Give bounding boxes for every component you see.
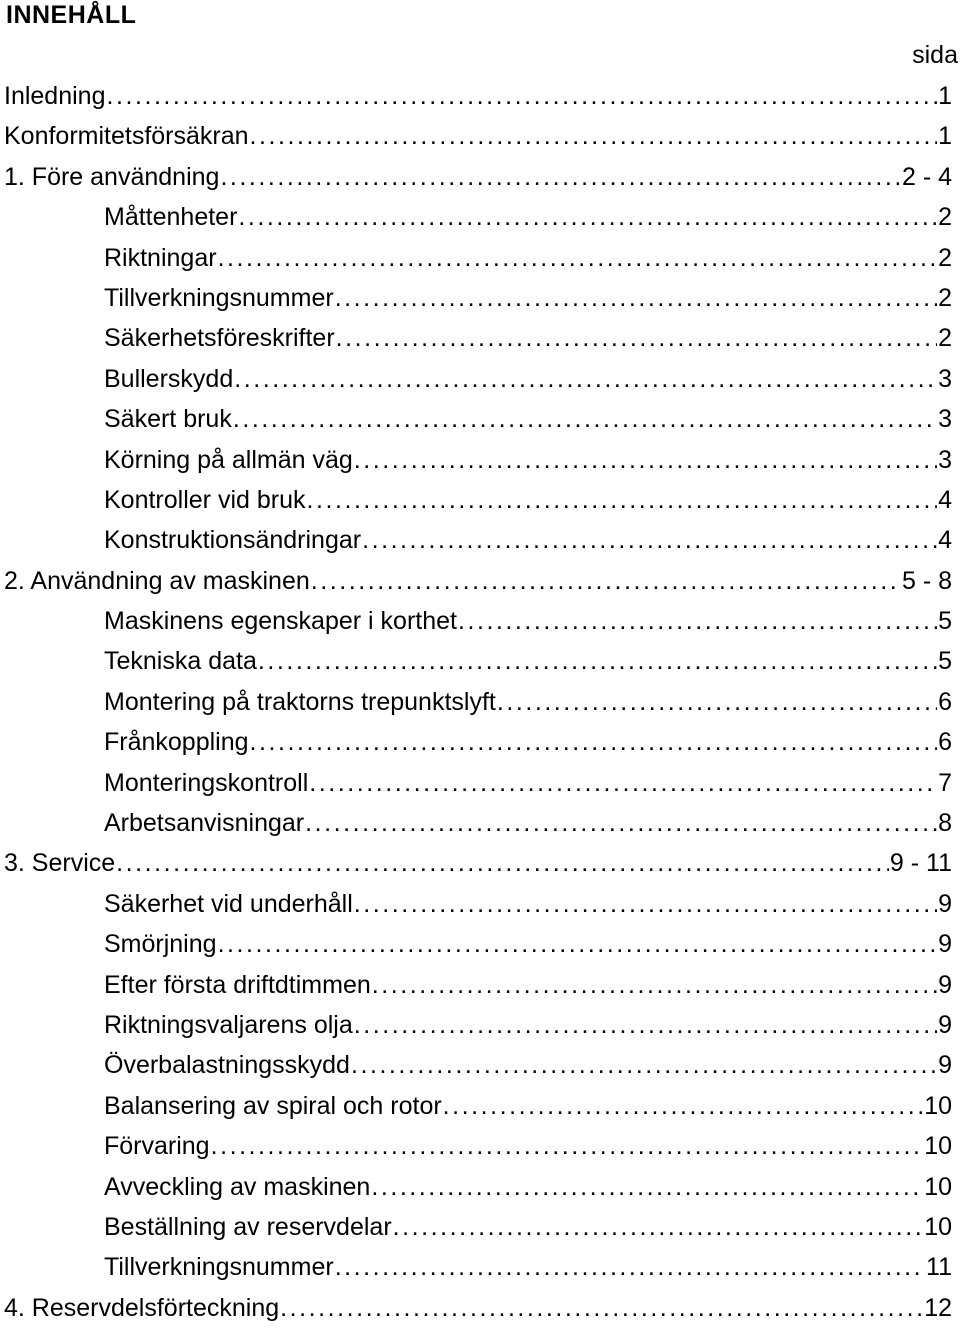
toc-entry-label: Tillverkningsnummer: [104, 1253, 334, 1282]
toc-entry-label: Balansering av spiral och rotor: [104, 1091, 442, 1120]
toc-entry-page: 9: [938, 1010, 952, 1039]
toc-entry-label: Säkert bruk: [104, 405, 232, 434]
toc-entry[interactable]: [0, 724, 960, 764]
toc-entry[interactable]: [0, 118, 960, 158]
dot-leader: [351, 1047, 937, 1083]
toc-entry-page: 11: [926, 1253, 952, 1282]
toc-entry-page: 4: [938, 526, 952, 555]
toc-entry-label: Konformitetsförsäkran: [4, 122, 249, 151]
toc-entry-label: Måttenheter: [104, 203, 238, 232]
dot-leader: [362, 522, 937, 558]
toc-entry-label: Kontroller vid bruk: [104, 485, 306, 514]
dot-leader: [305, 805, 937, 841]
toc-entry[interactable]: [0, 1249, 960, 1289]
dot-leader: [218, 240, 938, 276]
dot-leader: [458, 603, 937, 639]
toc-entry-label: Arbetsanvisningar: [104, 809, 305, 838]
dot-leader: [309, 765, 937, 801]
dot-leader: [234, 361, 937, 397]
dot-leader: [371, 1169, 923, 1205]
toc-entry[interactable]: [0, 442, 960, 482]
toc-entry[interactable]: [0, 78, 960, 118]
dot-leader: [250, 118, 938, 154]
toc-entry-page: 6: [938, 687, 952, 716]
toc-entry-label: Smörjning: [104, 930, 217, 959]
toc-entry-page: 9 - 11: [889, 849, 952, 878]
toc-entry[interactable]: [0, 1007, 960, 1047]
toc-entry[interactable]: [0, 1169, 960, 1209]
toc-entry-label: Säkerhet vid underhåll: [104, 889, 353, 918]
toc-entry-page: 2: [938, 203, 952, 232]
toc-entry-page: 9: [938, 1051, 952, 1080]
toc-entry-page: 2: [938, 243, 952, 272]
toc-entry[interactable]: [0, 1290, 960, 1330]
dot-leader: [443, 1088, 924, 1124]
toc-entry-label: Maskinens egenskaper i korthet: [104, 607, 457, 636]
page-column-label: sida: [912, 41, 958, 69]
toc-entry[interactable]: [0, 401, 960, 441]
toc-entry-page: 3: [938, 364, 952, 393]
dot-leader: [250, 724, 938, 760]
toc-entry-label: Frånkoppling: [104, 728, 249, 757]
dot-leader: [393, 1209, 924, 1245]
toc-entry-label: Riktningsvaljarens olja: [104, 1010, 353, 1039]
toc-entry-label: Inledning: [4, 82, 106, 110]
toc-entry[interactable]: [0, 1047, 960, 1087]
dot-leader: [311, 563, 901, 599]
toc-entry-label: Säkerhetsföreskrifter: [104, 324, 335, 353]
toc-entry[interactable]: [0, 320, 960, 360]
dot-leader: [233, 401, 937, 437]
toc-entry-page: 10: [924, 1172, 952, 1201]
toc-entry[interactable]: [0, 280, 960, 320]
toc-entry-label: 3. Service: [4, 849, 116, 878]
dot-leader: [116, 845, 889, 881]
toc-entry[interactable]: [0, 1209, 960, 1249]
page-title: INNEHÅLL: [6, 1, 137, 29]
toc-entry-page: 3: [938, 445, 952, 474]
toc-entry-page: 10: [924, 1091, 952, 1120]
dot-leader: [336, 320, 937, 356]
toc-entry-label: Beställning av reservdelar: [104, 1212, 392, 1241]
toc-entry-label: Tillverkningsnummer: [104, 283, 334, 312]
toc-entry-page: 4: [938, 485, 952, 514]
toc-entry[interactable]: [0, 765, 960, 805]
toc-entry-page: 9: [938, 889, 952, 918]
toc-entry-label: 4. Reservdelsförteckning: [4, 1293, 280, 1322]
toc-entry-page: 5: [938, 607, 952, 636]
toc-entry[interactable]: [0, 199, 960, 239]
toc-entry-page: 6: [938, 728, 952, 757]
toc-entry-label: Avveckling av maskinen: [104, 1172, 371, 1201]
toc-entry[interactable]: [0, 361, 960, 401]
toc-entry-page: 1: [938, 122, 952, 151]
dot-leader: [306, 482, 937, 518]
toc-entry-label: Riktningar: [104, 243, 217, 272]
toc-entry-label: Förvaring: [104, 1132, 210, 1161]
toc-entry-page: 9: [938, 970, 952, 999]
dot-leader: [335, 280, 937, 316]
dot-leader: [280, 1290, 923, 1326]
toc-entry-label: 1. Före användning: [4, 162, 220, 191]
dot-leader: [354, 886, 937, 922]
toc-entry[interactable]: [0, 159, 960, 199]
toc-entry-label: Tekniska data: [104, 647, 257, 676]
toc-entry[interactable]: [0, 240, 960, 280]
toc-entry-label: Bullerskydd: [104, 364, 234, 393]
toc-entry-label: Körning på allmän väg: [104, 445, 353, 474]
dot-leader: [218, 926, 938, 962]
toc-entry-page: 2: [938, 283, 952, 312]
dot-leader: [258, 643, 937, 679]
dot-leader: [220, 159, 901, 195]
dot-leader: [354, 442, 937, 478]
toc-entry-page: 7: [938, 768, 952, 797]
toc-entry[interactable]: [0, 522, 960, 562]
toc-entry[interactable]: [0, 563, 960, 603]
dot-leader: [211, 1128, 924, 1164]
table-of-contents: [0, 78, 960, 1330]
dot-leader: [238, 199, 937, 235]
toc-entry[interactable]: [0, 482, 960, 522]
dot-leader: [335, 1249, 925, 1285]
toc-entry[interactable]: [0, 643, 960, 683]
toc-entry[interactable]: [0, 603, 960, 643]
toc-entry-page: 10: [924, 1132, 952, 1161]
toc-entry-page: 1: [938, 82, 952, 110]
dot-leader: [106, 78, 937, 114]
toc-entry-label: Efter första driftdtimmen: [104, 970, 371, 999]
dot-leader: [497, 684, 937, 720]
toc-entry-label: Konstruktionsändringar: [104, 526, 362, 555]
toc-entry-page: 9: [938, 930, 952, 959]
toc-entry[interactable]: [0, 886, 960, 926]
toc-entry-page: 5 - 8: [901, 566, 952, 595]
toc-entry[interactable]: [0, 1128, 960, 1168]
dot-leader: [354, 1007, 937, 1043]
toc-entry-label: Monteringskontroll: [104, 768, 309, 797]
toc-entry[interactable]: [0, 805, 960, 845]
toc-entry[interactable]: [0, 967, 960, 1007]
toc-entry-page: 5: [938, 647, 952, 676]
toc-entry-label: Montering på traktorns trepunktslyft: [104, 687, 496, 716]
toc-entry[interactable]: [0, 845, 960, 885]
dot-leader: [372, 967, 937, 1003]
toc-entry-label: 2. Användning av maskinen: [4, 566, 310, 595]
toc-entry-page: 8: [938, 809, 952, 838]
toc-entry[interactable]: [0, 684, 960, 724]
toc-entry[interactable]: [0, 1088, 960, 1128]
toc-entry-page: 2: [938, 324, 952, 353]
toc-entry-label: Överbalastningsskydd: [104, 1051, 350, 1080]
toc-entry-page: 12: [924, 1293, 952, 1322]
toc-entry-page: 2 - 4: [901, 162, 952, 191]
toc-entry[interactable]: [0, 926, 960, 966]
toc-entry-page: 10: [924, 1212, 952, 1241]
toc-entry-page: 3: [938, 405, 952, 434]
